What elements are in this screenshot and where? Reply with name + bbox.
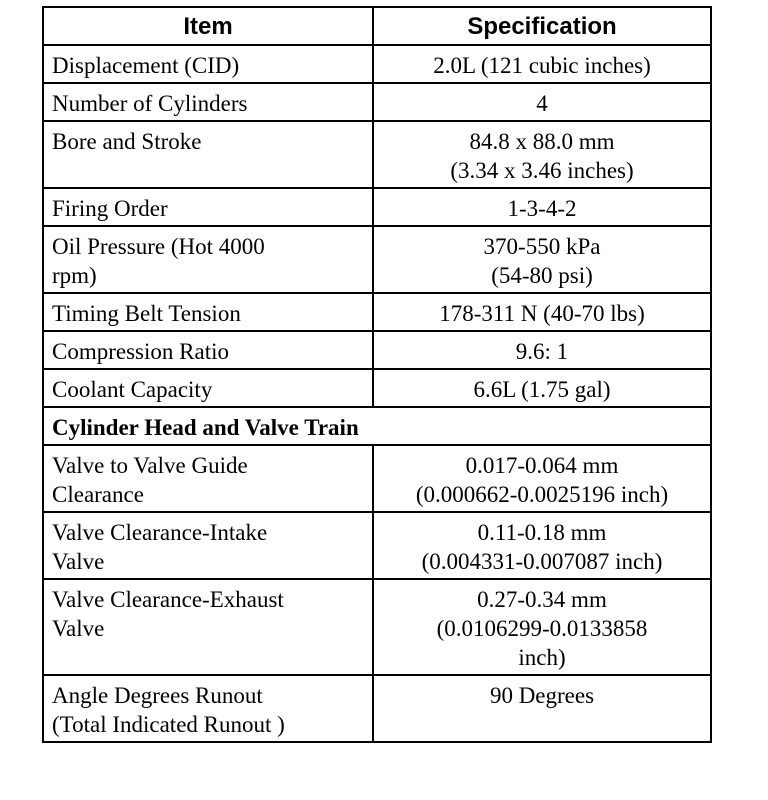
table-row bbox=[43, 512, 711, 579]
spec-cell: 178-311 N (40-70 lbs) bbox=[373, 293, 711, 331]
spec-cell: 6.6L (1.75 gal) bbox=[373, 369, 711, 407]
item-cell: Angle Degrees Runout (Total Indicated Runout ) bbox=[43, 675, 373, 742]
spec-cell: 9.6: 1 bbox=[373, 331, 711, 369]
table-row bbox=[43, 579, 711, 675]
table-row bbox=[43, 121, 711, 188]
section-title: Cylinder Head and Valve Train bbox=[43, 407, 711, 445]
item-cell: Oil Pressure (Hot 4000 rpm) bbox=[43, 226, 373, 293]
spec-cell: 2.0L (121 cubic inches) bbox=[373, 45, 711, 83]
item-cell: Timing Belt Tension bbox=[43, 293, 373, 331]
table-row bbox=[43, 226, 711, 293]
spec-cell: 1-3-4-2 bbox=[373, 188, 711, 226]
item-cell: Bore and Stroke bbox=[43, 121, 373, 188]
item-cell: Number of Cylinders bbox=[43, 83, 373, 121]
header-item: Item bbox=[43, 7, 373, 45]
spec-cell: 0.11-0.18 mm (0.004331-0.007087 inch) bbox=[373, 512, 711, 579]
item-cell: Valve to Valve Guide Clearance bbox=[43, 445, 373, 512]
table-row bbox=[43, 369, 711, 407]
table-row bbox=[43, 445, 711, 512]
item-cell: Displacement (CID) bbox=[43, 45, 373, 83]
specification-table bbox=[42, 6, 712, 743]
table-row bbox=[43, 188, 711, 226]
table-row bbox=[43, 675, 711, 742]
item-cell: Valve Clearance-Intake Valve bbox=[43, 512, 373, 579]
header-specification: Specification bbox=[373, 7, 711, 45]
section-header-row bbox=[43, 407, 711, 445]
item-cell: Valve Clearance-Exhaust Valve bbox=[43, 579, 373, 675]
table-row bbox=[43, 331, 711, 369]
spec-cell: 90 Degrees bbox=[373, 675, 711, 742]
table-row bbox=[43, 83, 711, 121]
item-cell: Coolant Capacity bbox=[43, 369, 373, 407]
spec-cell: 4 bbox=[373, 83, 711, 121]
spec-cell: 0.27-0.34 mm (0.0106299-0.0133858 inch) bbox=[373, 579, 711, 675]
table-row bbox=[43, 45, 711, 83]
spec-cell: 0.017-0.064 mm (0.000662-0.0025196 inch) bbox=[373, 445, 711, 512]
item-cell: Firing Order bbox=[43, 188, 373, 226]
header-row bbox=[43, 7, 711, 45]
item-cell: Compression Ratio bbox=[43, 331, 373, 369]
table-row bbox=[43, 293, 711, 331]
spec-cell: 370-550 kPa (54-80 psi) bbox=[373, 226, 711, 293]
spec-cell: 84.8 x 88.0 mm (3.34 x 3.46 inches) bbox=[373, 121, 711, 188]
